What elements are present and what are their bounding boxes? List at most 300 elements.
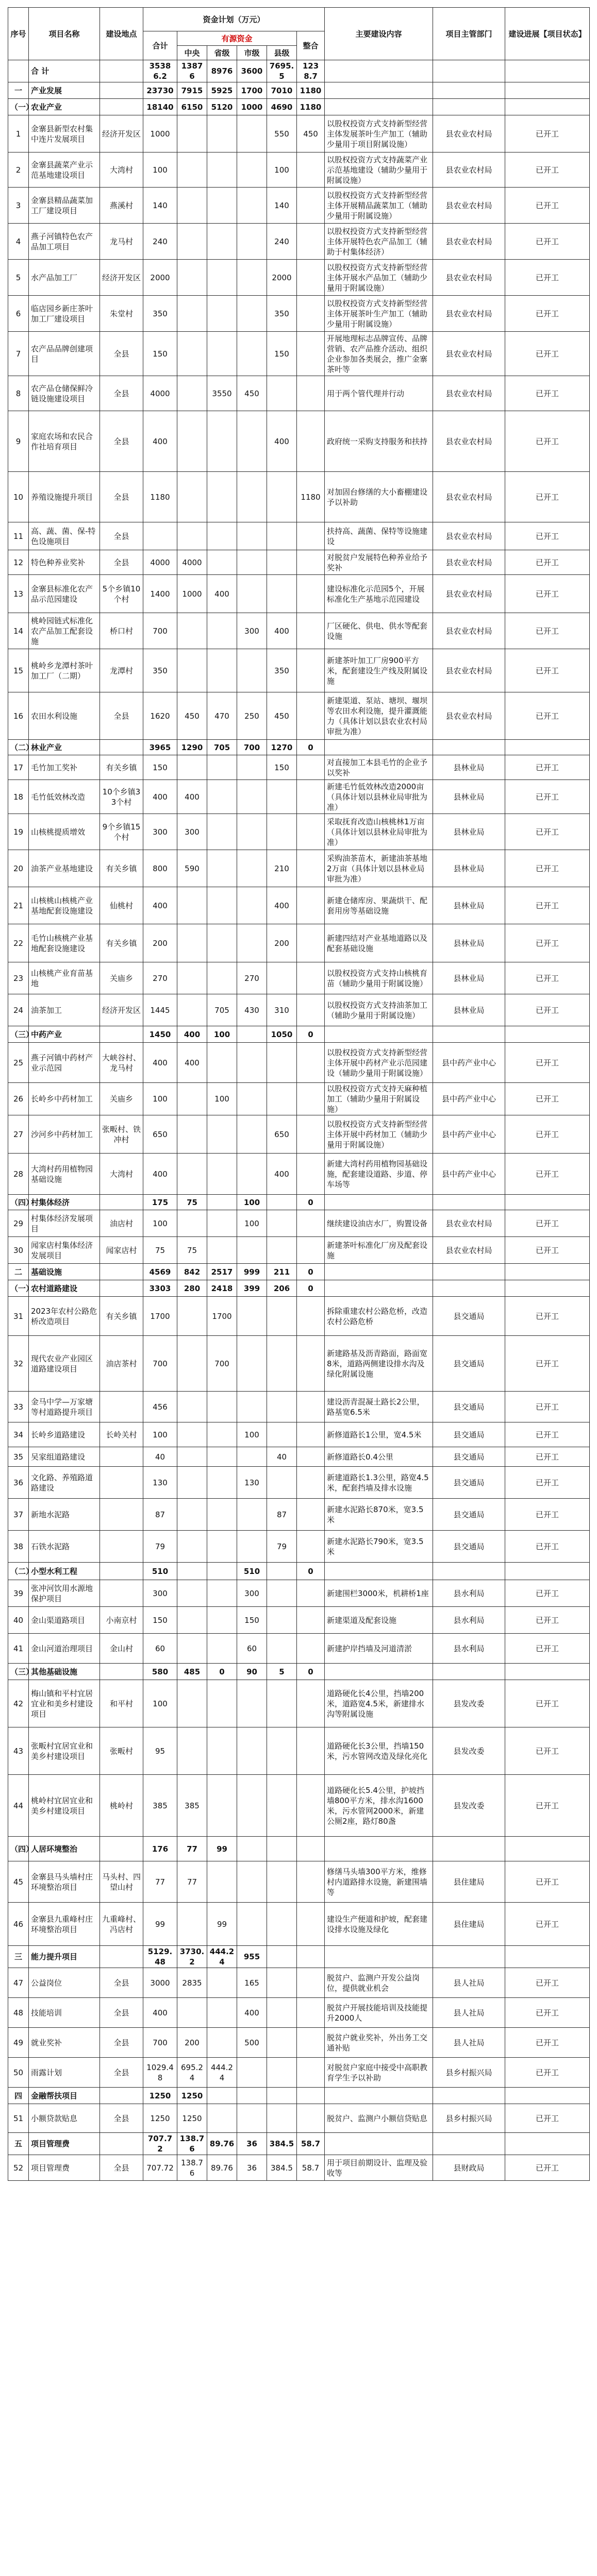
row-seq: 2 — [8, 152, 29, 188]
row-total: 400 — [143, 1154, 177, 1195]
row-county: 87 — [267, 1499, 297, 1531]
row-total: 707.72 — [143, 2133, 177, 2155]
row-integration: 0 — [297, 1264, 325, 1280]
row-location — [100, 1264, 143, 1280]
row-integration — [297, 649, 325, 692]
row-progress: 已开工 — [505, 1861, 590, 1903]
row-county — [267, 1634, 297, 1664]
row-dept — [433, 1946, 505, 1968]
row-project-name: 桃岭村宜居宜业和美乡村建设项目 — [29, 1775, 100, 1837]
table-row — [8, 1634, 590, 1664]
row-project-name: 项目管理费 — [29, 2133, 100, 2155]
row-county — [267, 1237, 297, 1264]
row-county: 211 — [267, 1264, 297, 1280]
row-progress: 已开工 — [505, 755, 590, 780]
row-county: 7695.5 — [267, 60, 297, 82]
row-project-name: 金山河道治理项目 — [29, 1634, 100, 1664]
row-provincial — [207, 1467, 237, 1499]
row-total: 700 — [143, 613, 177, 649]
row-integration — [297, 522, 325, 550]
table-row — [8, 224, 590, 260]
row-central — [177, 1607, 207, 1634]
row-central — [177, 1499, 207, 1531]
row-provincial — [207, 2104, 237, 2133]
row-county — [267, 2028, 297, 2058]
row-total: 18140 — [143, 99, 177, 115]
row-progress: 已开工 — [505, 152, 590, 188]
row-dept: 县农业农村局 — [433, 152, 505, 188]
row-seq: （二） — [8, 740, 29, 755]
row-project-name: 技能培训 — [29, 1998, 100, 2028]
row-dept: 县农业农村局 — [433, 411, 505, 472]
row-city — [237, 472, 267, 522]
row-total: 1000 — [143, 115, 177, 152]
row-city — [237, 1043, 267, 1083]
table-row — [8, 814, 590, 850]
row-central — [177, 411, 207, 472]
row-project-name: 闻家店村集体经济发展项目 — [29, 1237, 100, 1264]
row-dept — [433, 60, 505, 82]
row-project-name: 毛竹山核桃产业基地配套设施建设 — [29, 924, 100, 962]
row-location: 全县 — [100, 1968, 143, 1998]
row-central — [177, 1563, 207, 1580]
row-central — [177, 887, 207, 924]
row-central — [177, 755, 207, 780]
row-seq: 10 — [8, 472, 29, 522]
row-progress: 已开工 — [505, 692, 590, 740]
row-integration — [297, 296, 325, 332]
row-integration — [297, 2088, 325, 2104]
row-content: 建设标准化示范园5个，开展标准化生产基地示范园建设 — [325, 575, 433, 613]
row-dept — [433, 1837, 505, 1861]
row-provincial — [207, 1861, 237, 1903]
row-progress: 已开工 — [505, 1727, 590, 1775]
row-location: 有关乡镇 — [100, 850, 143, 887]
row-central — [177, 994, 207, 1026]
row-total: 1029.48 — [143, 2058, 177, 2088]
row-city — [237, 887, 267, 924]
row-seq: （一） — [8, 1280, 29, 1297]
row-central: 485 — [177, 1664, 207, 1680]
row-dept — [433, 1264, 505, 1280]
row-progress: 已开工 — [505, 994, 590, 1026]
row-integration — [297, 994, 325, 1026]
section-row — [8, 2133, 590, 2155]
row-dept: 县农业农村局 — [433, 224, 505, 260]
row-county: 310 — [267, 994, 297, 1026]
row-integration — [297, 780, 325, 814]
row-project-name: 农业产业 — [29, 99, 100, 115]
row-total: 1620 — [143, 692, 177, 740]
row-county — [267, 1607, 297, 1634]
row-seq: 14 — [8, 613, 29, 649]
row-total: 75 — [143, 1237, 177, 1264]
row-seq: 36 — [8, 1467, 29, 1499]
table-row — [8, 1727, 590, 1775]
row-total: 800 — [143, 850, 177, 887]
table-row — [8, 2028, 590, 2058]
row-total: 580 — [143, 1664, 177, 1680]
row-city: 300 — [237, 613, 267, 649]
row-location: 燕溪村 — [100, 188, 143, 224]
row-location — [100, 1447, 143, 1467]
row-project-name: 金寨县九重峰村庄环境整治项目 — [29, 1903, 100, 1946]
row-progress: 已开工 — [505, 411, 590, 472]
row-dept — [433, 1280, 505, 1297]
row-total: 300 — [143, 1580, 177, 1607]
row-location: 桃岭村 — [100, 1775, 143, 1837]
row-content: 采取抚育改造山核桃林1万亩（具体计划以县林业局审批为准） — [325, 814, 433, 850]
row-dept: 县农业农村局 — [433, 649, 505, 692]
row-seq: 37 — [8, 1499, 29, 1531]
table-row — [8, 115, 590, 152]
row-seq: 30 — [8, 1237, 29, 1264]
row-location — [100, 1664, 143, 1680]
row-dept: 县人社局 — [433, 1968, 505, 1998]
row-content — [325, 60, 433, 82]
row-project-name: 项目管理费 — [29, 2155, 100, 2181]
row-location — [100, 1946, 143, 1968]
row-total: 1250 — [143, 2088, 177, 2104]
row-content: 对加固台修缮的大小畜棚建设予以补助 — [325, 472, 433, 522]
row-location: 金山村 — [100, 1634, 143, 1664]
row-integration — [297, 1903, 325, 1946]
row-progress: 已开工 — [505, 2058, 590, 2088]
row-provincial: 0 — [207, 1664, 237, 1680]
row-total: 3965 — [143, 740, 177, 755]
table-row — [8, 550, 590, 575]
row-content: 对脱贫户家庭中接受中高职教育学生予以补助 — [325, 2058, 433, 2088]
row-seq: 27 — [8, 1115, 29, 1154]
row-integration — [297, 1837, 325, 1861]
row-integration — [297, 1607, 325, 1634]
row-city — [237, 1154, 267, 1195]
row-integration: 0 — [297, 1280, 325, 1297]
row-seq: 42 — [8, 1680, 29, 1727]
row-seq: 41 — [8, 1634, 29, 1664]
row-provincial: 99 — [207, 1837, 237, 1861]
section-row — [8, 1280, 590, 1297]
table-row — [8, 152, 590, 188]
row-seq: 29 — [8, 1210, 29, 1237]
row-project-name: 梅山镇和平村宜居宜业和美乡村建设项目 — [29, 1680, 100, 1727]
row-city — [237, 1083, 267, 1115]
row-county — [267, 472, 297, 522]
row-location — [100, 740, 143, 755]
section-row — [8, 1946, 590, 1968]
row-dept: 县发改委 — [433, 1727, 505, 1775]
row-project-name: 大湾村药用植物园基础设施 — [29, 1154, 100, 1195]
row-provincial: 400 — [207, 575, 237, 613]
row-provincial: 705 — [207, 740, 237, 755]
row-city — [237, 850, 267, 887]
row-provincial — [207, 1531, 237, 1563]
row-total: 240 — [143, 224, 177, 260]
row-project-name: 石铁水泥路 — [29, 1531, 100, 1563]
row-central: 7915 — [177, 82, 207, 99]
row-content: 道路硬化长5.4公里，护坡挡墙800平方米，排水沟1600米，污水管网2000米，新建公厕2座，路灯80盏 — [325, 1775, 433, 1837]
row-progress: 已开工 — [505, 649, 590, 692]
row-dept: 县农业农村局 — [433, 550, 505, 575]
row-provincial — [207, 1680, 237, 1727]
row-project-name: 林业产业 — [29, 740, 100, 755]
row-project-name: 其他基础设施 — [29, 1664, 100, 1680]
row-city — [237, 2058, 267, 2088]
row-seq: 18 — [8, 780, 29, 814]
row-integration — [297, 1392, 325, 1422]
row-project-name: 毛竹加工奖补 — [29, 755, 100, 780]
row-seq: 三 — [8, 1946, 29, 1968]
row-central — [177, 1467, 207, 1499]
row-county — [267, 1392, 297, 1422]
table-row — [8, 411, 590, 472]
row-integration — [297, 962, 325, 994]
row-content: 新建水泥路长790米，宽3.5米 — [325, 1531, 433, 1563]
row-seq: 39 — [8, 1580, 29, 1607]
row-dept: 县林业局 — [433, 887, 505, 924]
row-city — [237, 1727, 267, 1775]
row-county: 384.5 — [267, 2133, 297, 2155]
row-seq: 35 — [8, 1447, 29, 1467]
row-progress: 已开工 — [505, 1422, 590, 1447]
row-total: 2000 — [143, 260, 177, 296]
row-total: 1445 — [143, 994, 177, 1026]
row-central — [177, 1680, 207, 1727]
row-content: 道路硬化长4公里，挡墙200米，道路宽4.5米，新建排水沟等附属设施 — [325, 1680, 433, 1727]
row-city — [237, 814, 267, 850]
row-integration — [297, 188, 325, 224]
row-seq: 12 — [8, 550, 29, 575]
row-provincial: 444.24 — [207, 1946, 237, 1968]
row-project-name: 高、蔬、菌、保-特色设施项目 — [29, 522, 100, 550]
row-progress: 已开工 — [505, 115, 590, 152]
header-total: 合计 — [143, 31, 177, 60]
row-county: 400 — [267, 411, 297, 472]
row-project-name: 燕子河镇特色农产品加工项目 — [29, 224, 100, 260]
row-content: 以股权投资方式支持新型经营主体开展茶叶生产加工（辅助少量用于附属设施） — [325, 296, 433, 332]
row-integration — [297, 1043, 325, 1083]
row-integration — [297, 1634, 325, 1664]
row-location: 九重峰村、冯店村 — [100, 1903, 143, 1946]
row-total: 150 — [143, 755, 177, 780]
row-city: 90 — [237, 1664, 267, 1680]
row-county: 1050 — [267, 1026, 297, 1043]
row-content: 厂区硬化、供电、供水等配套设施 — [325, 613, 433, 649]
row-location: 全县 — [100, 2104, 143, 2133]
row-progress — [505, 740, 590, 755]
row-dept — [433, 740, 505, 755]
row-integration — [297, 2028, 325, 2058]
row-location — [100, 1467, 143, 1499]
section-row — [8, 99, 590, 115]
row-progress — [505, 1026, 590, 1043]
table-row — [8, 850, 590, 887]
row-county: 650 — [267, 1115, 297, 1154]
row-central — [177, 1903, 207, 1946]
table-row — [8, 376, 590, 411]
row-total: 400 — [143, 1043, 177, 1083]
row-integration — [297, 924, 325, 962]
header-city: 市级 — [237, 46, 267, 60]
row-provincial — [207, 152, 237, 188]
section-row — [8, 1837, 590, 1861]
row-dept: 县农业农村局 — [433, 188, 505, 224]
row-progress: 已开工 — [505, 1499, 590, 1531]
row-central — [177, 1154, 207, 1195]
row-total: 60 — [143, 1634, 177, 1664]
row-project-name: 村集体经济发展项目 — [29, 1210, 100, 1237]
row-county: 2000 — [267, 260, 297, 296]
row-dept: 县交通局 — [433, 1336, 505, 1392]
row-content — [325, 1664, 433, 1680]
row-central — [177, 1336, 207, 1392]
row-county: 450 — [267, 692, 297, 740]
row-county: 4690 — [267, 99, 297, 115]
row-total: 700 — [143, 2028, 177, 2058]
row-seq: 8 — [8, 376, 29, 411]
row-provincial: 89.76 — [207, 2133, 237, 2155]
row-city — [237, 575, 267, 613]
row-central — [177, 1727, 207, 1775]
row-project-name: 村集体经济 — [29, 1195, 100, 1210]
row-progress: 已开工 — [505, 332, 590, 376]
row-content — [325, 1563, 433, 1580]
row-total: 400 — [143, 411, 177, 472]
row-content: 政府统一采购支持服务和扶持 — [325, 411, 433, 472]
row-city — [237, 1026, 267, 1043]
row-county — [267, 1422, 297, 1447]
row-county — [267, 550, 297, 575]
row-project-name: 山核桃山核桃产业基地配套设施建设 — [29, 887, 100, 924]
row-seq: 6 — [8, 296, 29, 332]
row-seq: 40 — [8, 1607, 29, 1634]
row-content: 新建围栏3000米，机耕桥1座 — [325, 1580, 433, 1607]
row-city: 36 — [237, 2155, 267, 2181]
row-central: 1290 — [177, 740, 207, 755]
row-project-name: 张冲河饮用水源地保护项目 — [29, 1580, 100, 1607]
row-dept: 县农业农村局 — [433, 692, 505, 740]
row-location: 全县 — [100, 376, 143, 411]
row-provincial — [207, 962, 237, 994]
row-provincial: 1700 — [207, 1297, 237, 1336]
row-total: 300 — [143, 814, 177, 850]
row-integration — [297, 1467, 325, 1499]
row-central: 138.76 — [177, 2155, 207, 2181]
row-location: 小南京村 — [100, 1607, 143, 1634]
row-seq: （四） — [8, 1195, 29, 1210]
header-dept: 项目主管部门 — [433, 8, 505, 60]
row-dept: 县住建局 — [433, 1861, 505, 1903]
row-seq: （四） — [8, 1837, 29, 1861]
row-central — [177, 1447, 207, 1467]
row-seq: （一） — [8, 99, 29, 115]
row-project-name: 油茶加工 — [29, 994, 100, 1026]
row-total: 700 — [143, 1336, 177, 1392]
row-total: 150 — [143, 332, 177, 376]
row-city — [237, 115, 267, 152]
table-row — [8, 522, 590, 550]
row-central — [177, 1998, 207, 2028]
row-central — [177, 522, 207, 550]
row-county — [267, 1968, 297, 1998]
row-seq: 47 — [8, 1968, 29, 1998]
row-provincial — [207, 1968, 237, 1998]
row-total: 4000 — [143, 550, 177, 575]
row-content: 用于项目前期设计、监理及验收等 — [325, 2155, 433, 2181]
row-provincial: 8976 — [207, 60, 237, 82]
row-county — [267, 1903, 297, 1946]
row-progress: 已开工 — [505, 1237, 590, 1264]
row-project-name: 金马中学—万家塘等村道路提升项目 — [29, 1392, 100, 1422]
row-city — [237, 780, 267, 814]
row-provincial: 444.24 — [207, 2058, 237, 2088]
row-city — [237, 522, 267, 550]
row-location: 5个乡镇10个村 — [100, 575, 143, 613]
row-provincial — [207, 1237, 237, 1264]
row-project-name: 金融帮扶项目 — [29, 2088, 100, 2104]
row-seq: 15 — [8, 649, 29, 692]
table-row — [8, 260, 590, 296]
row-location — [100, 1195, 143, 1210]
row-city: 150 — [237, 1607, 267, 1634]
row-content: 新建护岸挡墙及河道清淤 — [325, 1634, 433, 1664]
row-total: 270 — [143, 962, 177, 994]
row-county — [267, 2088, 297, 2104]
row-seq: 48 — [8, 1998, 29, 2028]
table-row — [8, 1531, 590, 1563]
row-dept: 县林业局 — [433, 850, 505, 887]
row-progress — [505, 2088, 590, 2104]
table-row — [8, 1580, 590, 1607]
row-content: 以股权投资方式支持天麻种植加工（辅助少量用于附属设施） — [325, 1083, 433, 1115]
table-row — [8, 1043, 590, 1083]
row-integration — [297, 575, 325, 613]
table-row — [8, 780, 590, 814]
row-content: 新建路基及沥青路面，路面宽8米，道路两侧建设排水沟及绿化附属设施 — [325, 1336, 433, 1392]
row-project-name: 现代农业产业园区道路建设项目 — [29, 1336, 100, 1392]
row-progress: 已开工 — [505, 850, 590, 887]
row-project-name: 油茶产业基地建设 — [29, 850, 100, 887]
row-dept: 县林业局 — [433, 994, 505, 1026]
table-row — [8, 1968, 590, 1998]
row-project-name: 金寨县精品蔬菜加工厂建设项目 — [29, 188, 100, 224]
row-progress: 已开工 — [505, 1154, 590, 1195]
row-central — [177, 1422, 207, 1447]
row-content — [325, 2133, 433, 2155]
row-project-name: 雨露计划 — [29, 2058, 100, 2088]
header-central: 中央 — [177, 46, 207, 60]
row-city — [237, 1115, 267, 1154]
row-integration: 0 — [297, 1026, 325, 1043]
row-content: 采购油茶苗木，新建油茶基地2万亩（具体计划以县林业局审批为准） — [325, 850, 433, 887]
row-location: 大峡谷村、龙马村 — [100, 1043, 143, 1083]
row-dept: 县财政局 — [433, 2155, 505, 2181]
row-location: 经济开发区 — [100, 994, 143, 1026]
row-provincial — [207, 550, 237, 575]
row-progress — [505, 60, 590, 82]
table-row — [8, 472, 590, 522]
row-total: 510 — [143, 1563, 177, 1580]
row-integration — [297, 2104, 325, 2133]
row-seq: 43 — [8, 1727, 29, 1775]
row-location: 仙桃村 — [100, 887, 143, 924]
header-funds: 资金计划（万元） — [143, 8, 325, 31]
row-dept — [433, 99, 505, 115]
row-central: 77 — [177, 1837, 207, 1861]
row-location: 大湾村 — [100, 1154, 143, 1195]
row-city: 3600 — [237, 60, 267, 82]
table-row — [8, 1499, 590, 1531]
